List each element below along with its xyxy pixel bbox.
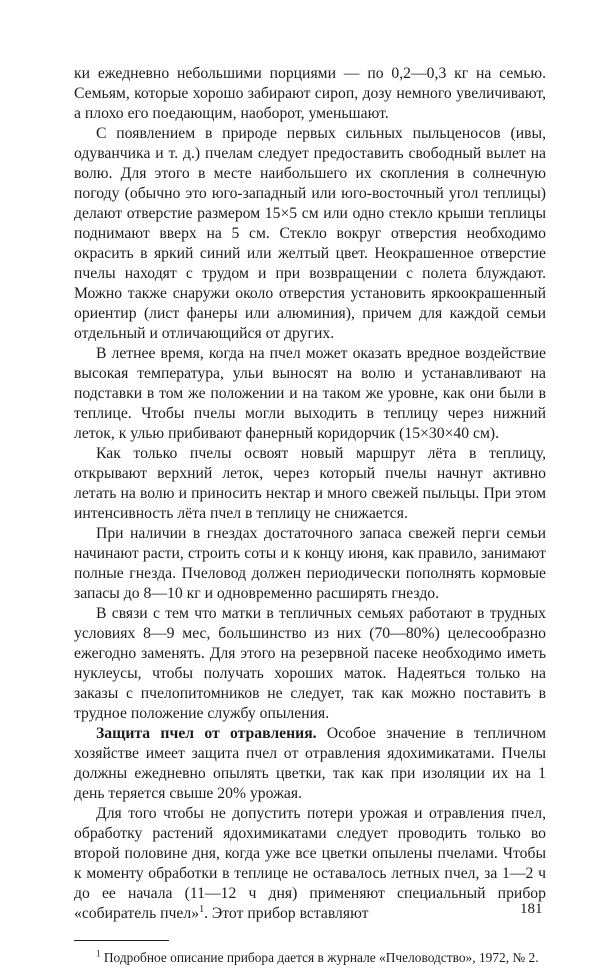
paragraph-7 xyxy=(74,724,546,804)
paragraph-8-text: Для того чтобы не допустить потери урожая и отравления пчел, обработку растений ядохимикатами следует проводить только во второй половине дня, когда уже все цветки опылены пчелами. Чтобы к моменту обработки в теплице не оставалось летных пчел, за 1—2 ч до ее начала (11—12 ч дня) применяют специальный прибор «собиратель пчел» xyxy=(74,805,546,922)
paragraph-1: ки ежедневно небольшими порциями — по 0,2—0,3 кг на семью. Семьям, которые хорошо забирают сироп, дозу немного увеличивают, а плохо его поедающим, наоборот, уменьшают. xyxy=(74,65,546,122)
section-heading: Защита пчел от отравления. xyxy=(96,725,317,742)
footnote-reference: 1 xyxy=(199,903,205,915)
page-number: 181 xyxy=(520,901,543,917)
paragraph-8 xyxy=(74,804,546,924)
page-body xyxy=(74,64,546,967)
paragraph-6: В связи с тем что матки в тепличных семьях работают в трудных условиях 8—9 мес, большинство из них (70—80%) целесообразно ежегодно заменять. Для этого на резервной пасеке необходимо иметь нуклеусы, чтобы получать хороших маток. Надеяться только на заказы с пчелопитомников не следует, так как можно поставить в трудное положение службу опыления. xyxy=(74,605,546,722)
footnote-divider xyxy=(74,940,169,941)
paragraph-2: С появлением в природе первых сильных пыльценосов (ивы, одуванчика и т. д.) пчелам следует предоставить свободный вылет на волю. Для этого в месте наибольшего их скопления в солнечную погоду (обычно это юго-западный или юго-восточный угол теплицы) делают отверстие размером 15×5 см или одно стекло крыши теплицы поднимают вверх на 5 см. Стекло вокруг отверстия необходимо окрасить в яркий синий или желтый цвет. Неокрашенное отверстие пчелы находят с трудом и при возвращении с полета блуждают. Можно также снаружи около отверстия установить яркоокрашенный ориентир (лист фанеры или алюминия), причем для каждой семьи отдельный и отличающийся от других. xyxy=(74,125,546,342)
paragraph-4: Как только пчелы освоят новый маршрут лёта в теплицу, открывают верхний леток, через который пчелы начнут активно летать на волю и приносить нектар и много свежей пыльцы. При этом интенсивность лёта пчел в теплицу не снижается. xyxy=(74,445,546,522)
paragraph-8-text-after: . Этот прибор вставляют xyxy=(204,905,369,922)
footnote-text: Подробное описание прибора дается в журнале «Пчеловодство», 1972, № 2. xyxy=(100,950,539,965)
paragraph-5: При наличии в гнездах достаточного запаса свежей перги семьи начинают расти, строить соты и к концу июня, как правило, занимают полные гнезда. Пчеловод должен периодически пополнять кормовые запасы до 8—10 кг и одновременно расширять гнездо. xyxy=(74,525,546,602)
paragraph-7-text: Особое значение в тепличном хозяйстве имеет защита пчел от отравления ядохимикатами. Пчелы должны ежедневно опылять цветки, так как при изоляции их на 1 день теряется свыше 20% урожая. xyxy=(74,725,546,802)
footnote xyxy=(74,949,546,967)
footnotes xyxy=(74,940,546,967)
main-text xyxy=(74,64,546,924)
footnote-marker: 1 xyxy=(96,948,101,959)
paragraph-3: В летнее время, когда на пчел может оказать вредное воздействие высокая температура, ульи выносят на волю и устанавливают на подставки в том же положении и на таком же уровне, как они были в теплице. Чтобы пчелы могли выходить в теплицу через нижний леток, к улью прибивают фанерный коридорчик (15×30×40 см). xyxy=(74,345,546,442)
